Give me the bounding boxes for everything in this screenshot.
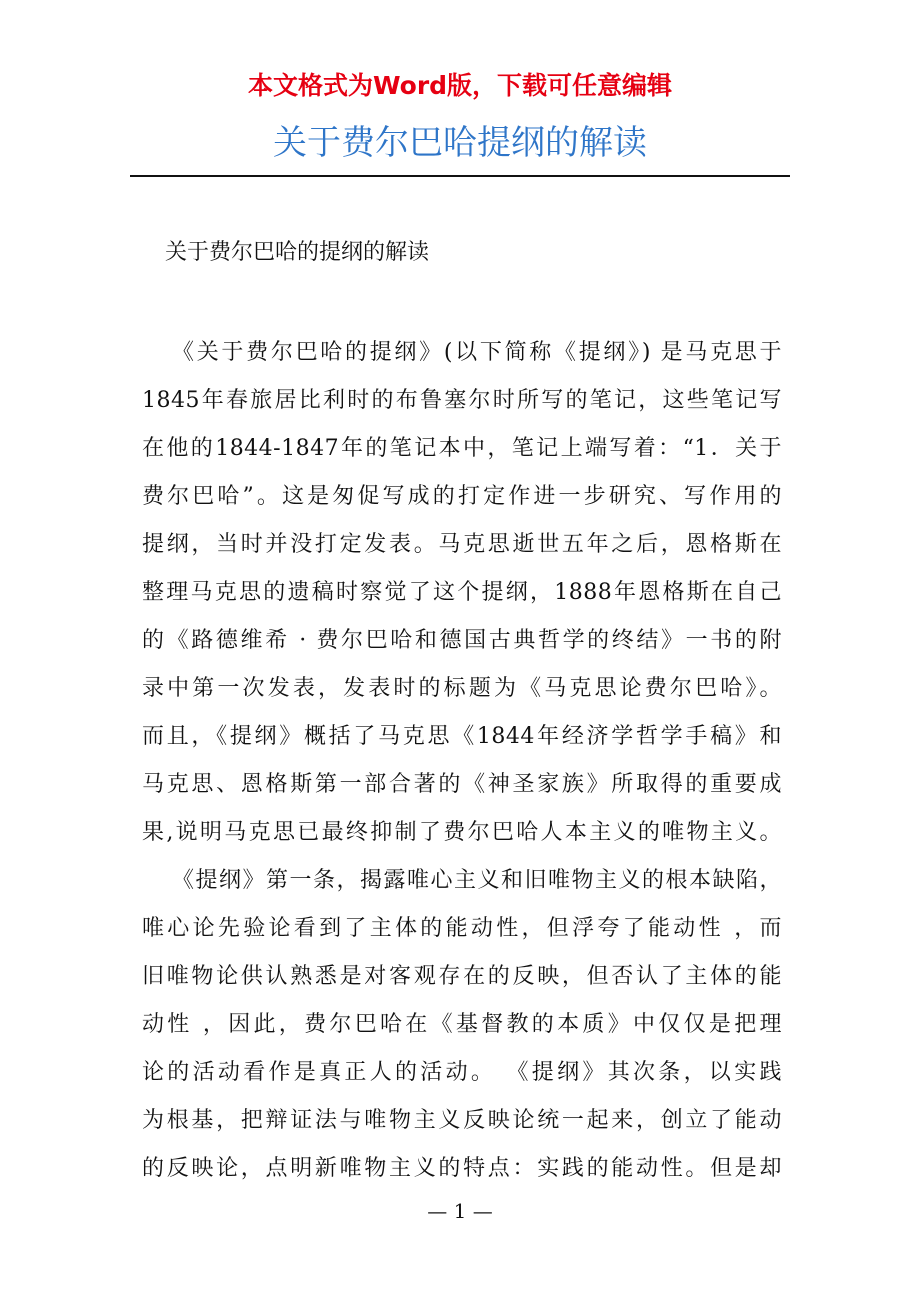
body-line: 的《路德维希 · 费尔巴哈和德国古典哲学的终结》一书的附 (142, 628, 782, 653)
format-notice-banner: 本文格式为Word版，下载可任意编辑 (247, 71, 673, 100)
body-line: 旧唯物论供认熟悉是对客观存在的反映，但否认了主体的能 (142, 964, 782, 989)
body-line: 果,说明马克思已最终抑制了费尔巴哈人本主义的唯物主义。 (142, 820, 782, 845)
body-line: 《关于费尔巴哈的提纲》(以下简称《提纲》) 是马克思于 (172, 340, 782, 365)
body-line: 为根基，把辩证法与唯物主义反映论统一起来，创立了能动 (142, 1108, 782, 1133)
article-subtitle: 关于费尔巴哈的提纲的解读 (165, 240, 430, 265)
body-line: 唯心论先验论看到了主体的能动性，但浮夸了能动性 ，而 (142, 916, 782, 941)
document-title: 关于费尔巴哈提纲的解读 (273, 123, 647, 163)
page-number: — 1 — (427, 1199, 493, 1223)
body-line: 马克思、恩格斯第一部合著的《神圣家族》所取得的重要成 (142, 772, 782, 797)
body-line: 《提纲》第一条，揭露唯心主义和旧唯物主义的根本缺陷， (172, 868, 782, 893)
body-line: 整理马克思的遗稿时察觉了这个提纲，1888年恩格斯在自己 (142, 580, 782, 605)
body-line: 动性 ，因此，费尔巴哈在《基督教的本质》中仅仅是把理 (142, 1012, 782, 1037)
body-line: 1845年春旅居比利时的布鲁塞尔时所写的笔记，这些笔记写 (142, 388, 782, 413)
body-line: 论的活动看作是真正人的活动。 《提纲》其次条，以实践 (142, 1060, 782, 1085)
body-line: 费尔巴哈”。这是匆促写成的打定作进一步研究、写作用的 (142, 484, 782, 509)
body-line: 的反映论，点明新唯物主义的特点：实践的能动性。但是却 (142, 1156, 782, 1181)
body-line: 在他的1844-1847年的笔记本中，笔记上端写着：“1．关于 (142, 436, 782, 461)
body-line: 录中第一次发表，发表时的标题为《马克思论费尔巴哈》。 (142, 676, 782, 701)
body-line: 提纲，当时并没打定发表。马克思逝世五年之后，恩格斯在 (142, 532, 782, 557)
header-divider (130, 175, 790, 177)
body-line: 而且，《提纲》概括了马克思《1844年经济学哲学手稿》和 (142, 724, 782, 749)
article-body (142, 329, 782, 1193)
